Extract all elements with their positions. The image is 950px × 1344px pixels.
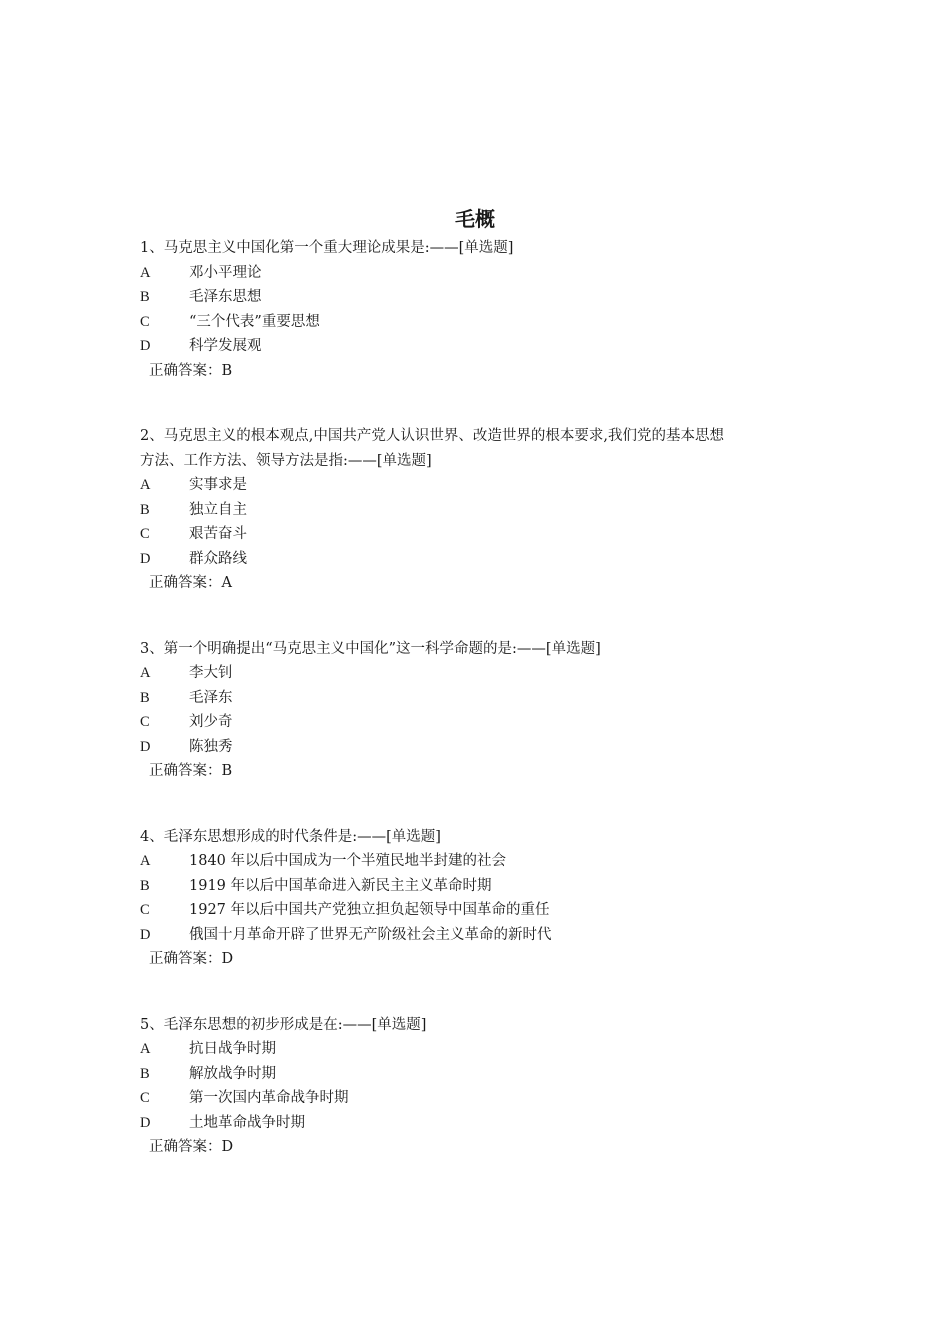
question-text: 2、马克思主义的根本观点,中国共产党人认识世界、改造世界的根本要求,我们党的基本思想 [140,428,724,444]
option-a [140,1037,820,1062]
option-a [140,661,820,686]
correct-answer: 正确答案：B [149,763,233,779]
question-text: 5、毛泽东思想的初步形成是在:——[单选题] [140,1016,427,1033]
option-b [140,1062,820,1087]
option-d [140,1111,820,1136]
option-letter: C [140,526,150,542]
option-d [140,334,820,359]
option-letter: B [140,877,150,894]
correct-answer: 正确答案：D [149,951,234,967]
option-a [140,261,820,286]
option-b [140,686,820,711]
option-text: 1840 年以后中国成为一个半殖民地半封建的社会 [189,853,507,869]
question-5 [140,1013,820,1160]
option-letter: A [140,665,151,681]
option-a [140,849,820,874]
option-letter: C [140,902,150,918]
option-letter: B [140,501,150,518]
option-letter: C [140,714,150,730]
option-text: 1919 年以后中国革命进入新民主主义革命时期 [189,877,492,894]
option-text: 李大钊 [189,665,233,681]
option-b [140,498,820,523]
option-text: 土地革命战争时期 [189,1114,305,1131]
correct-answer: 正确答案：D [149,1139,234,1155]
option-text: 俄国十月革命开辟了世界无产阶级社会主义革命的新时代 [189,926,552,943]
option-c [140,898,820,923]
option-text: 解放战争时期 [189,1065,276,1082]
option-letter: A [140,1041,151,1057]
option-c [140,522,820,547]
option-letter: D [140,550,151,567]
option-letter: A [140,853,151,869]
option-d [140,547,820,572]
question-text: 3、第一个明确提出“马克思主义中国化”这一科学命题的是:——[单选题] [140,640,601,657]
option-b [140,874,820,899]
question-4 [140,825,820,972]
option-letter: B [140,1065,150,1082]
option-text: 毛泽东思想 [189,289,262,305]
option-a [140,473,820,498]
option-letter: D [140,926,151,943]
option-text: 实事求是 [189,477,247,493]
document-title: 毛概 [455,207,495,231]
option-d [140,923,820,948]
option-b [140,285,820,310]
question-text-continued: 方法、工作方法、领导方法是指:——[单选题] [140,452,432,469]
option-text: 科学发展观 [189,338,262,354]
option-c [140,310,820,335]
option-text: 抗日战争时期 [189,1041,276,1057]
option-text: 独立自主 [189,501,247,518]
correct-answer: 正确答案：A [149,575,232,591]
option-c [140,1086,820,1111]
option-text: 第一次国内革命战争时期 [189,1090,349,1106]
question-3 [140,637,820,784]
question-text: 4、毛泽东思想形成的时代条件是:——[单选题] [140,828,441,845]
option-c [140,710,820,735]
option-letter: B [140,289,150,305]
option-d [140,735,820,760]
option-text: 1927 年以后中国共产党独立担负起领导中国革命的重任 [189,902,550,918]
option-text: 刘少奇 [189,714,233,730]
option-text: 艰苦奋斗 [189,526,247,542]
option-letter: B [140,689,150,706]
option-letter: D [140,1114,151,1131]
option-letter: D [140,338,151,354]
option-letter: A [140,264,151,281]
question-list [140,236,820,1201]
option-text: 群众路线 [189,550,247,567]
option-letter: D [140,738,151,755]
option-letter: C [140,1090,150,1106]
question-2 [140,424,820,596]
option-text: “三个代表”重要思想 [189,313,320,330]
option-letter: A [140,477,151,493]
correct-answer: 正确答案：B [149,362,233,379]
option-text: 陈独秀 [189,738,233,755]
option-text: 邓小平理论 [189,264,262,281]
question-1 [140,236,820,383]
option-text: 毛泽东 [189,689,233,706]
question-text: 1、马克思主义中国化第一个重大理论成果是:——[单选题] [140,240,514,256]
option-letter: C [140,313,150,330]
